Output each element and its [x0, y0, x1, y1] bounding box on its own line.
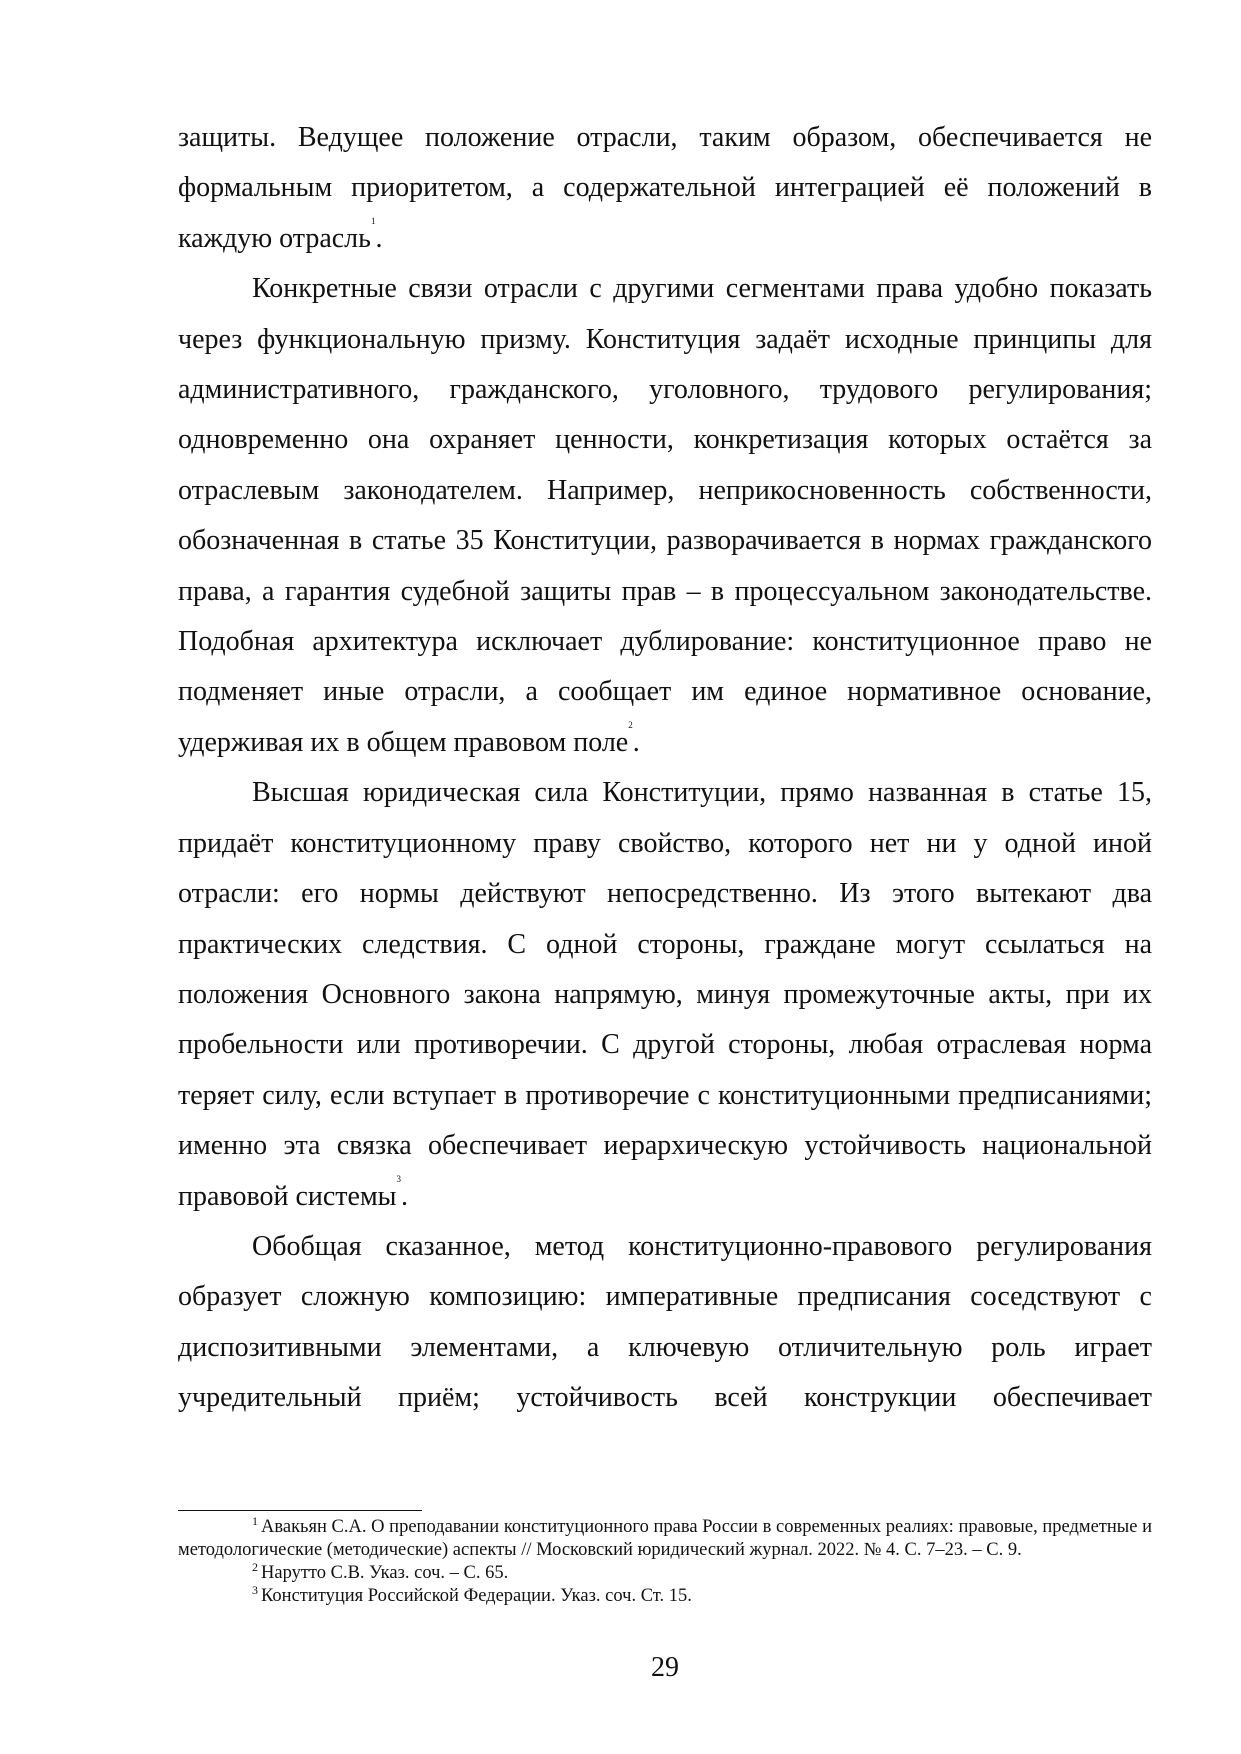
paragraph-3	[178, 768, 1152, 1222]
footnote-text-3: Конституция Российской Федерации. Указ. соч. Ст. 15.	[261, 1586, 692, 1606]
page-number: 29	[651, 1652, 679, 1683]
paragraph-4	[178, 1222, 1152, 1424]
paragraph-2-text: Конкретные связи отрасли с другими сегментами права удобно показать через функциональную призму. Конституция задаёт исходные принципы для административного, гражданского, уголовного, трудового регулирования; одновременно она охраняет ценности, конкретизация которых остаётся за отраслевым законодателем. Например, неприкосновенность собственности, обозначенная в статье 35 Конституции, разворачивается в нормах гражданского права, а гарантия судебной защиты прав – в процессуальном законодательстве. Подобная архитектура исключает дублирование: конституционное право не подменяет иные отрасли, а сообщает им единое нормативное основание, удерживая их в общем правовом поле	[178, 273, 1152, 758]
paragraph-1	[178, 113, 1152, 264]
paragraph-2	[178, 264, 1152, 768]
paragraph-1-text: защиты. Ведущее положение отрасли, таким образом, обеспечивается не формальным приоритетом, а содержательной интеграцией её положений в каждую отрасль	[178, 122, 1152, 254]
footnote-2	[178, 1562, 1152, 1585]
paragraph-2-tail: .	[632, 726, 640, 758]
paragraph-3-tail: .	[401, 1180, 408, 1212]
footnote-number-3: 3	[252, 1583, 258, 1597]
footnotes	[178, 1516, 1152, 1608]
footnote-number-1: 1	[252, 1514, 258, 1528]
footnote-text-1: Авакьян С.А. О преподавании конституционного права России в современных реалиях: правовые, предметные и методологические (методические) аспекты // Московский юридический журнал. 2022. № 4. С. 7–23. – С. 9.	[178, 1517, 1152, 1560]
paragraph-3-text: Высшая юридическая сила Конституции, прямо названная в статье 15, придаёт конституционному праву свойство, которого нет ни у одной иной отрасли: его нормы действуют непосредственно. Из этого вытекают два практических следствия. С одной стороны, граждане могут ссылаться на положения Основного закона напрямую, минуя промежуточные акты, при их пробельности или противоречии. С другой стороны, любая отраслевая норма теряет силу, если вступает в противоречие с конституционными предписаниями; именно эта связка обеспечивает иерархическую устойчивость национальной правовой системы	[178, 777, 1152, 1212]
footnote-1	[178, 1516, 1152, 1562]
footnote-ref-2[interactable]: 2	[628, 719, 633, 730]
footnote-text-2: Нарутто С.В. Указ. соч. – С. 65.	[261, 1563, 509, 1583]
paragraph-1-tail: .	[375, 222, 383, 254]
footnote-ref-1[interactable]: 1	[370, 215, 376, 226]
footnote-separator	[178, 1510, 422, 1511]
footnote-ref-3[interactable]: 3	[396, 1173, 401, 1184]
paragraph-4-text: Обобщая сказанное, метод конституционно-правового регулирования образует сложную композицию: императивные предписания соседствуют с диспозитивными элементами, а ключевую отличительную роль играет учредительный приём; устойчивость всей конструкции обеспечивает	[178, 1230, 1152, 1414]
footnote-3	[178, 1585, 1152, 1608]
footnote-number-2: 2	[252, 1560, 258, 1574]
body-text	[178, 113, 1152, 1424]
